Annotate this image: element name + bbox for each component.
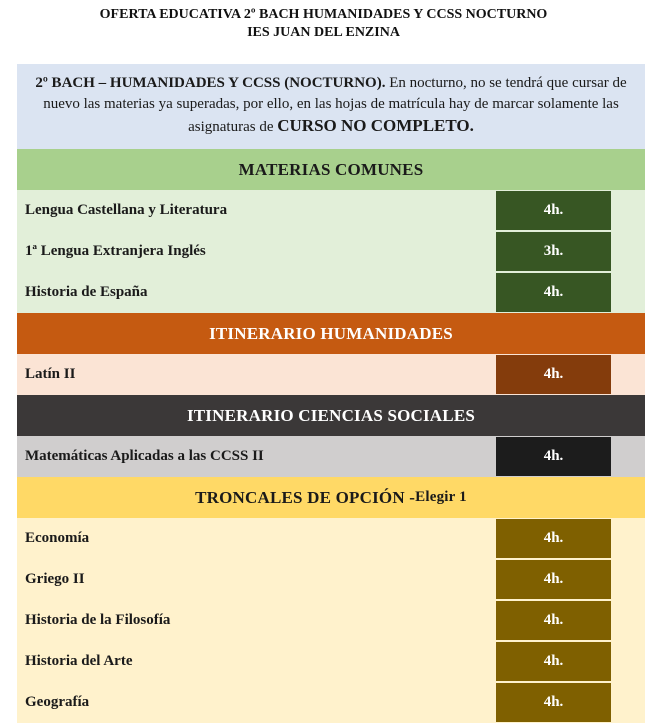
subject-name: Historia de España [25, 284, 148, 300]
subject-row [17, 354, 645, 395]
subject-row [17, 231, 645, 272]
intro-lead: 2º BACH – HUMANIDADES Y CCSS (NOCTURNO). [35, 75, 386, 91]
document-title [0, 6, 647, 42]
subject-row [17, 600, 645, 641]
subject-hours: 4h. [496, 191, 611, 230]
title-line-1: OFERTA EDUCATIVA 2º BACH HUMANIDADES Y CCSS NOCTURNO [99, 7, 548, 22]
section-header-troncales [17, 477, 645, 518]
intro-text: En nocturno, no se tendrá que cursar de nuevo las materias ya superadas, por ello, en las hojas de matrícula hay de marcar solamente las asignaturas de [43, 75, 627, 135]
subject-row [17, 682, 645, 723]
subject-hours: 4h. [496, 437, 611, 476]
subject-row [17, 641, 645, 682]
section-title: ITINERARIO HUMANIDADES [209, 323, 453, 343]
subject-row [17, 559, 645, 600]
subject-hours: 4h. [496, 273, 611, 312]
subject-hours: 3h. [496, 232, 611, 271]
subject-row [17, 190, 645, 231]
subject-name: Economía [25, 530, 90, 546]
subject-hours: 4h. [496, 642, 611, 681]
section-title: MATERIAS COMUNES [238, 159, 424, 179]
subject-name: Latín II [25, 366, 76, 382]
subject-name: Historia del Arte [25, 653, 133, 669]
intro-emphasis: CURSO NO COMPLETO. [277, 116, 474, 135]
subject-row [17, 436, 645, 477]
intro-box [17, 64, 645, 149]
section-header-comunes [17, 149, 645, 190]
subject-hours: 4h. [496, 519, 611, 558]
subject-hours: 4h. [496, 355, 611, 394]
subject-row [17, 272, 645, 313]
subject-name: Historia de la Filosofía [25, 612, 171, 628]
subject-name: Geografía [25, 694, 90, 710]
section-title: ITINERARIO CIENCIAS SOCIALES [186, 405, 476, 425]
section-title: TRONCALES DE OPCIÓN - [195, 487, 416, 507]
section-subtitle: Elegir 1 [415, 489, 467, 505]
subject-hours: 4h. [496, 560, 611, 599]
subject-name: Lengua Castellana y Literatura [25, 202, 228, 218]
subject-name: Matemáticas Aplicadas a las CCSS II [25, 448, 264, 464]
subject-name: 1ª Lengua Extranjera Inglés [25, 243, 206, 259]
subject-hours: 4h. [496, 683, 611, 722]
title-line-2: IES JUAN DEL ENZINA [247, 25, 400, 40]
section-header-sociales [17, 395, 645, 436]
subject-row [17, 518, 645, 559]
section-header-humanidades [17, 313, 645, 354]
subject-name: Griego II [25, 571, 85, 587]
subject-hours: 4h. [496, 601, 611, 640]
